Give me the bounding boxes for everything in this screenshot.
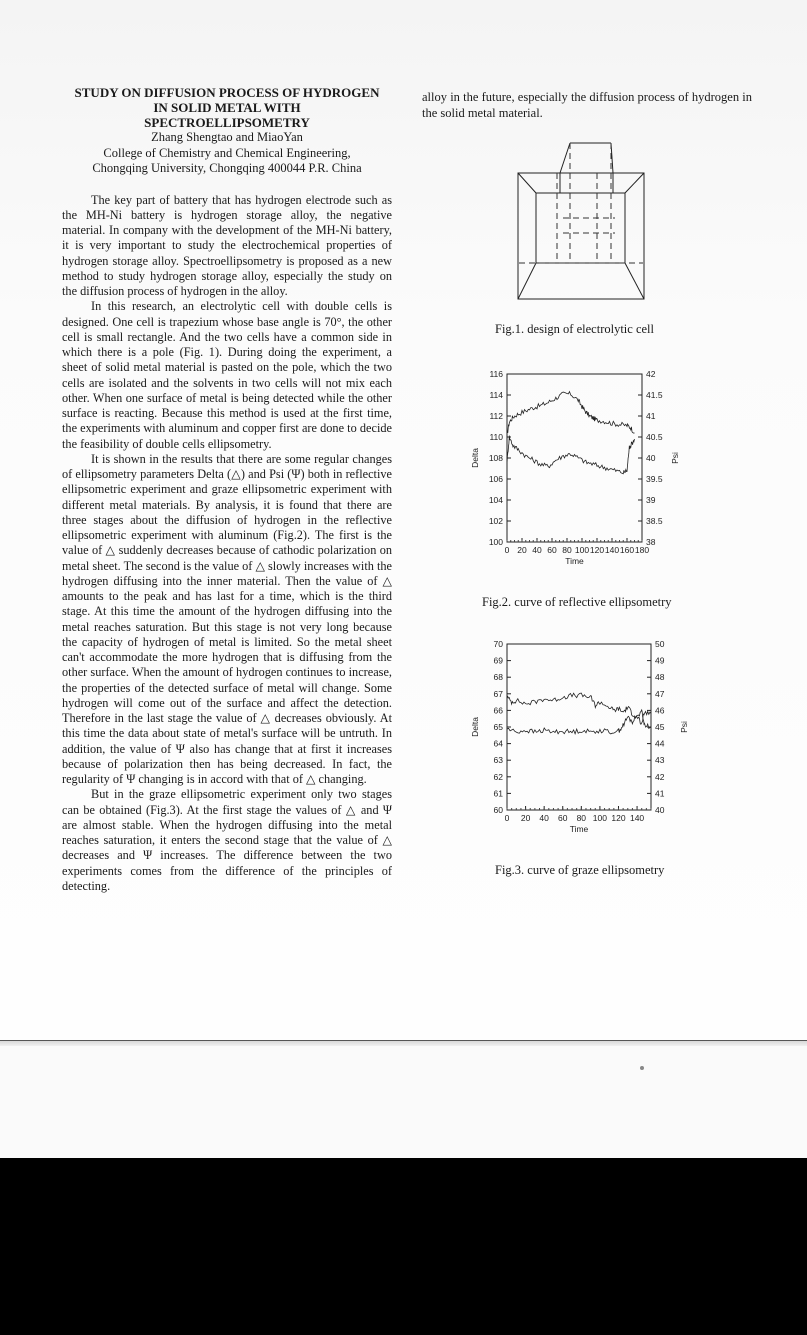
x-tick-label: 120 bbox=[611, 813, 626, 823]
paragraph-4: But in the graze ellipsometric experiment only two stages can be obtained (Fig.3). At the first stage the values of △ and Ψ are almost stable. When the hydrogen diffusing into the metal reaches saturation, it enters the second stage that the value of △ decreases and Ψ increases. The difference between the two experiments comes from the difference of the principles of detecting. bbox=[62, 787, 392, 893]
x-axis-label: Time bbox=[565, 556, 584, 566]
y2-axis-label: Psi bbox=[670, 452, 680, 464]
graze-ellipsometry-chart bbox=[462, 632, 707, 847]
paragraph-2: In this research, an electrolytic cell with double cells is designed. One cell is trapezium whose base angle is 70°, the other cell is small rectangle. And the two cells have a common side in which there is a pole (Fig. 1). During doing the experiment, a sheet of solid metal material is pasted on the pole, which the two cells are isolated and the solvents in two cells will not mix each other. When one surface of metal is being detected while the other surface is reacting. Because this method is used at the first time, the experiments with aluminum and copper first are done to decide the feasibility of double cells ellipsometry. bbox=[62, 299, 392, 451]
y-tick-label: 67 bbox=[493, 688, 503, 699]
specks-artifact bbox=[640, 1066, 644, 1070]
y-tick-label: 106 bbox=[488, 474, 503, 484]
y2-tick-label: 39 bbox=[646, 495, 656, 505]
right-column bbox=[422, 90, 752, 121]
fig3-caption: Fig.3. curve of graze ellipsometry bbox=[495, 863, 665, 877]
y-tick-label: 62 bbox=[493, 771, 503, 782]
y2-tick-label: 45 bbox=[655, 722, 665, 732]
x-tick-label: 80 bbox=[576, 813, 587, 823]
y2-tick-label: 42 bbox=[646, 369, 656, 379]
y-tick-label: 70 bbox=[493, 639, 503, 649]
delta-series-line bbox=[507, 392, 635, 434]
y2-tick-label: 41 bbox=[655, 788, 665, 799]
x-tick-label: 180 bbox=[634, 545, 650, 555]
y-tick-label: 61 bbox=[493, 788, 503, 799]
y-axis-label: Delta bbox=[470, 717, 480, 737]
y2-tick-label: 44 bbox=[655, 738, 665, 749]
facing-page-edge bbox=[0, 1046, 807, 1158]
left-column bbox=[62, 85, 392, 894]
y2-tick-label: 41 bbox=[646, 411, 656, 421]
plot-frame bbox=[507, 644, 651, 810]
paper-title-line-1: STUDY ON DIFFUSION PROCESS OF HYDROGEN bbox=[74, 85, 380, 100]
y-tick-label: 114 bbox=[489, 390, 503, 400]
x-tick-label: 40 bbox=[532, 545, 542, 555]
y2-tick-label: 40.5 bbox=[646, 432, 663, 442]
paper-title-line-2: IN SOLID METAL WITH bbox=[153, 100, 301, 115]
x-tick-label: 140 bbox=[629, 813, 645, 823]
paragraph-3: It is shown in the results that there are some regular changes of ellipsometry parameters Delta (△) and Psi (Ψ) both in reflective ellipsometric experiment and graze ellipsometric experiment with different metal materials. By analysis, it is found that there are three stages about the diffusion of hydrogen in the reflective ellipsometric experiment with aluminum (Fig.2). The first is the value of △ suddenly decreases because of cathodic polarization on metal sheet. The second is the value of △ slowly increases with the hydrogen diffusing into the inner material. Then the value of △ amounts to the peak and has last for a time, which is the third stage. At this time the amount of the hydrogen diffusing into the metal reaches saturation. But this stage is not very long because the capacity of hydrogen of metal is limited. So the metal sheet can't accommodate the more hydrogen that is diffusing from the other surface. When the amount of hydrogen continues to increase, the properties of the detected surface of metal will change. Some hydrogen will come out of the surface and affect the detection. Therefore in the last stage the value of △ decreases obviously. At this time the data about state of metal's surface will be untruth. In addition, the value of Ψ also has change that at first it increases because of polarization then has being decreased. In fact, the regularity of Ψ changing is in accord with that of △ changing. bbox=[62, 451, 392, 786]
fig2-caption: Fig.2. curve of reflective ellipsometry bbox=[482, 595, 672, 609]
y2-tick-label: 43 bbox=[655, 755, 665, 766]
y-tick-label: 108 bbox=[488, 453, 503, 463]
x-tick-label: 0 bbox=[504, 813, 510, 823]
y2-tick-label: 39.5 bbox=[646, 474, 663, 484]
psi-series-line bbox=[507, 711, 651, 734]
plot-frame bbox=[507, 374, 642, 542]
y2-tick-label: 38 bbox=[646, 537, 656, 547]
y2-axis-label: Psi bbox=[679, 721, 689, 733]
y2-tick-label: 41.5 bbox=[646, 390, 663, 400]
y2-tick-label: 48 bbox=[655, 672, 665, 683]
scanner-background bbox=[0, 1158, 807, 1335]
paragraph-1: The key part of battery that has hydrogen electrode such as the MH-Ni battery is hydrogen storage alloy, the negative material. In company with the development of the MH-Ni battery, it is very important to study the electrochemical properties of hydrogen storage alloy. Spectroellipsometry is proposed as a new method to study hydrogen storage alloy, especially the study on the diffusion process of hydrogen in the alloy. bbox=[62, 192, 392, 298]
fig1-caption: Fig.1. design of electrolytic cell bbox=[495, 322, 654, 336]
x-tick-label: 20 bbox=[517, 545, 527, 555]
authors: Zhang Shengtao and MiaoYan bbox=[151, 130, 303, 144]
x-tick-label: 60 bbox=[547, 545, 557, 555]
y-tick-label: 110 bbox=[489, 432, 503, 442]
x-tick-label: 140 bbox=[604, 545, 620, 555]
y2-tick-label: 46 bbox=[655, 705, 665, 716]
y-tick-label: 104 bbox=[488, 495, 503, 505]
y-tick-label: 66 bbox=[493, 705, 503, 716]
y-tick-label: 68 bbox=[493, 672, 503, 683]
y2-tick-label: 49 bbox=[655, 655, 665, 666]
y2-tick-label: 47 bbox=[655, 688, 665, 699]
x-tick-label: 20 bbox=[520, 813, 531, 823]
y-tick-label: 63 bbox=[493, 755, 503, 766]
y-tick-label: 112 bbox=[489, 411, 503, 421]
y-tick-label: 116 bbox=[489, 369, 503, 379]
y-tick-label: 102 bbox=[488, 516, 503, 526]
reflective-ellipsometry-chart bbox=[462, 362, 707, 580]
paper-title-line-3: SPECTROELLIPSOMETRY bbox=[144, 115, 310, 130]
y2-tick-label: 38.5 bbox=[646, 516, 663, 526]
y-tick-label: 60 bbox=[493, 805, 503, 815]
electrolytic-cell-diagram bbox=[515, 138, 650, 303]
x-tick-label: 100 bbox=[574, 545, 590, 555]
x-tick-label: 100 bbox=[592, 813, 607, 823]
x-tick-label: 160 bbox=[619, 545, 635, 555]
x-tick-label: 60 bbox=[558, 813, 568, 823]
x-axis-label: Time bbox=[569, 824, 589, 834]
x-tick-label: 80 bbox=[562, 545, 572, 555]
y-axis-label: Delta bbox=[470, 448, 480, 468]
y2-tick-label: 40 bbox=[655, 805, 665, 815]
x-tick-label: 120 bbox=[589, 545, 605, 555]
y-tick-label: 64 bbox=[493, 738, 503, 749]
right-intro-text: alloy in the future, especially the diffusion process of hydrogen in the solid metal material. bbox=[422, 90, 752, 120]
y2-tick-label: 40 bbox=[646, 453, 656, 463]
affiliation-line-2: Chongqing University, Chongqing 400044 P.R. China bbox=[92, 161, 362, 175]
x-tick-label: 0 bbox=[504, 545, 510, 555]
y-tick-label: 65 bbox=[493, 722, 503, 732]
y-tick-label: 69 bbox=[493, 655, 503, 666]
y2-tick-label: 50 bbox=[655, 639, 665, 649]
x-tick-label: 40 bbox=[539, 813, 549, 823]
y-tick-label: 100 bbox=[488, 537, 503, 547]
delta-series-line bbox=[507, 693, 651, 728]
psi-series-line bbox=[507, 436, 635, 474]
y2-tick-label: 42 bbox=[655, 771, 665, 782]
affiliation-line-1: College of Chemistry and Chemical Engineering, bbox=[103, 145, 351, 160]
